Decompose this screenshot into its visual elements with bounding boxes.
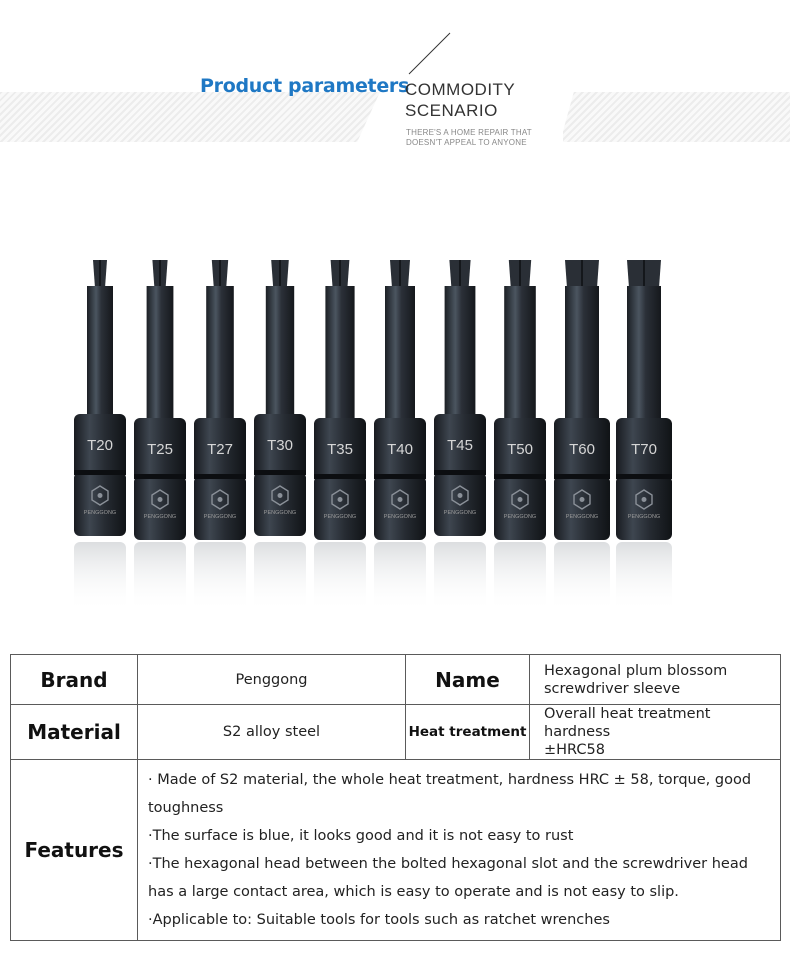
features-label: Features	[11, 760, 138, 941]
decorative-hatch-right	[560, 92, 790, 142]
brand-logo-text: PENGGONG	[383, 514, 417, 520]
bit-size-label: T20	[87, 437, 113, 454]
brand-logo-text: PENGGONG	[83, 510, 117, 516]
bit-size-label: T30	[267, 437, 293, 454]
brand-logo-text: PENGGONG	[263, 510, 297, 516]
socket-bit	[494, 260, 546, 612]
features-line: ·The hexagonal head between the bolted hexagonal slot and the screwdriver head	[148, 856, 748, 872]
section-subtitle: COMMODITY SCENARIO	[405, 80, 516, 120]
bit-size-label: T40	[387, 441, 413, 458]
socket-bit	[134, 260, 186, 612]
socket-bit	[434, 260, 486, 612]
brand-label: Brand	[11, 655, 138, 705]
features-line: toughness	[148, 800, 224, 816]
section-tagline: THERE'S A HOME REPAIR THAT DOESN'T APPEAL TO ANYONE	[406, 128, 532, 147]
decorative-slash	[408, 32, 452, 76]
socket-bit	[194, 260, 246, 612]
bit-size-label: T50	[507, 441, 533, 458]
socket-bit	[554, 260, 610, 612]
brand-logo-text: PENGGONG	[323, 514, 357, 520]
product-image	[60, 240, 740, 640]
bit-size-label: T35	[327, 441, 353, 458]
bit-size-label: T25	[147, 441, 173, 458]
features-line: · Made of S2 material, the whole heat treatment, hardness HRC ± 58, torque, good	[148, 772, 752, 788]
spec-row-brand	[11, 655, 781, 705]
material-label: Material	[11, 705, 138, 760]
brand-value: Penggong	[138, 655, 406, 705]
socket-bit	[254, 260, 306, 612]
brand-logo-text: PENGGONG	[565, 514, 599, 520]
socket-bit	[616, 260, 672, 612]
heat-treatment-label: Heat treatment	[406, 705, 530, 760]
features-list	[138, 760, 781, 941]
material-value: S2 alloy steel	[138, 705, 406, 760]
section-title: Product parameters	[200, 75, 409, 97]
decorative-hatch-left	[0, 92, 380, 142]
socket-bit	[314, 260, 366, 612]
spec-row-features	[11, 760, 781, 941]
features-line: has a large contact area, which is easy to operate and is not easy to slip.	[148, 884, 679, 900]
bit-size-label: T70	[631, 441, 657, 458]
bit-size-label: T27	[207, 441, 233, 458]
spec-row-material	[11, 705, 781, 760]
bit-size-label: T60	[569, 441, 595, 458]
name-value: Hexagonal plum blossom screwdriver sleeve	[530, 655, 781, 705]
bit-size-label: T45	[447, 437, 473, 454]
heat-treatment-value: Overall heat treatment hardness ±HRC58	[530, 705, 781, 760]
name-label: Name	[406, 655, 530, 705]
socket-bit	[74, 260, 126, 612]
brand-logo-text: PENGGONG	[627, 514, 661, 520]
brand-logo-text: PENGGONG	[203, 514, 237, 520]
brand-logo-text: PENGGONG	[143, 514, 177, 520]
brand-logo-text: PENGGONG	[443, 510, 477, 516]
features-line: ·Applicable to: Suitable tools for tools such as ratchet wrenches	[148, 912, 610, 928]
socket-bit	[374, 260, 426, 612]
brand-logo-text: PENGGONG	[503, 514, 537, 520]
features-line: ·The surface is blue, it looks good and it is not easy to rust	[148, 828, 574, 844]
spec-table	[10, 654, 781, 941]
